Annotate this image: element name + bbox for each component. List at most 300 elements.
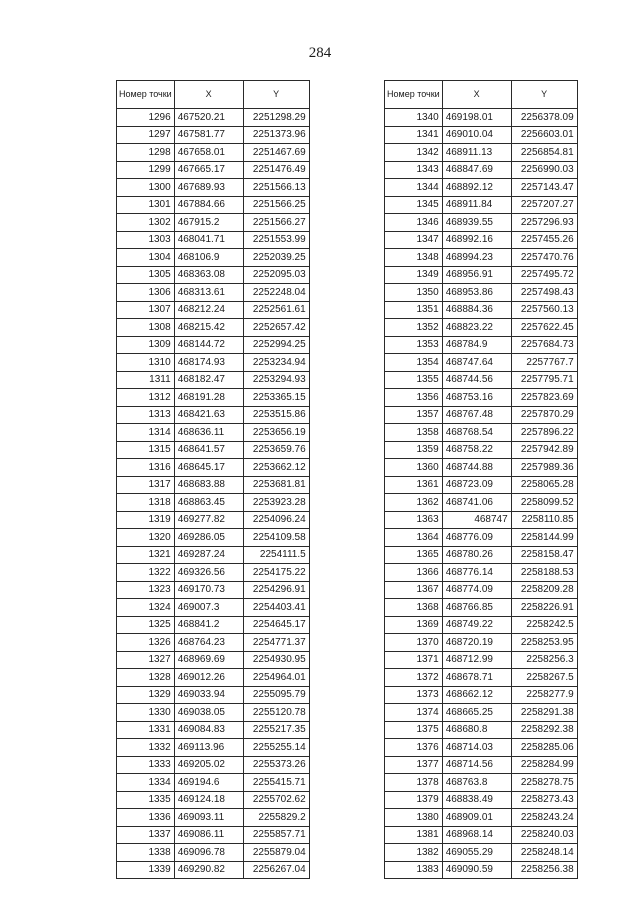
y-coordinate-cell: 2258291.38 (511, 704, 577, 722)
x-coordinate-cell: 468749.22 (442, 616, 511, 634)
x-coordinate-cell: 468764.23 (174, 634, 243, 652)
table-row (117, 651, 310, 669)
point-number-cell: 1334 (117, 774, 175, 792)
y-coordinate-cell: 2257767.7 (511, 354, 577, 372)
y-coordinate-cell: 2257989.36 (511, 459, 577, 477)
table-row (385, 406, 578, 424)
y-coordinate-cell: 2258284.99 (511, 756, 577, 774)
header-x: X (442, 81, 511, 109)
point-number-cell: 1318 (117, 494, 175, 512)
table-row (385, 511, 578, 529)
point-number-cell: 1342 (385, 144, 443, 162)
y-coordinate-cell: 2255857.71 (243, 826, 309, 844)
x-coordinate-cell: 468992.16 (442, 231, 511, 249)
x-coordinate-cell: 468041.71 (174, 231, 243, 249)
table-row (117, 144, 310, 162)
y-coordinate-cell: 2258240.03 (511, 826, 577, 844)
table-row (117, 844, 310, 862)
x-coordinate-cell: 468712.99 (442, 651, 511, 669)
y-coordinate-cell: 2253681.81 (243, 476, 309, 494)
y-coordinate-cell: 2258267.5 (511, 669, 577, 687)
table-row (385, 564, 578, 582)
x-coordinate-cell: 468758.22 (442, 441, 511, 459)
table-row (117, 126, 310, 144)
table-row (117, 214, 310, 232)
table-row (385, 126, 578, 144)
table-row (385, 441, 578, 459)
x-coordinate-cell: 468641.57 (174, 441, 243, 459)
point-number-cell: 1313 (117, 406, 175, 424)
x-coordinate-cell: 468174.93 (174, 354, 243, 372)
x-coordinate-cell: 469038.05 (174, 704, 243, 722)
y-coordinate-cell: 2257896.22 (511, 424, 577, 442)
table-row (117, 826, 310, 844)
y-coordinate-cell: 2257795.71 (511, 371, 577, 389)
table-row (385, 476, 578, 494)
point-number-cell: 1360 (385, 459, 443, 477)
x-coordinate-cell: 468994.23 (442, 249, 511, 267)
point-number-cell: 1380 (385, 809, 443, 827)
table-row (117, 581, 310, 599)
table-row (117, 284, 310, 302)
x-coordinate-cell: 468680.8 (442, 721, 511, 739)
point-number-cell: 1302 (117, 214, 175, 232)
y-coordinate-cell: 2258144.99 (511, 529, 577, 547)
x-coordinate-cell: 467520.21 (174, 109, 243, 127)
point-number-cell: 1328 (117, 669, 175, 687)
point-number-cell: 1370 (385, 634, 443, 652)
point-number-cell: 1353 (385, 336, 443, 354)
y-coordinate-cell: 2251298.29 (243, 109, 309, 127)
y-coordinate-cell: 2258256.38 (511, 861, 577, 879)
table-row (117, 739, 310, 757)
x-coordinate-cell: 468313.61 (174, 284, 243, 302)
point-number-cell: 1349 (385, 266, 443, 284)
y-coordinate-cell: 2257470.76 (511, 249, 577, 267)
table-row (385, 791, 578, 809)
y-coordinate-cell: 2258277.9 (511, 686, 577, 704)
header-point-number: Номер точки (117, 81, 175, 109)
coordinates-table-left (116, 80, 310, 879)
table-row (385, 284, 578, 302)
y-coordinate-cell: 2257498.43 (511, 284, 577, 302)
x-coordinate-cell: 468636.11 (174, 424, 243, 442)
x-coordinate-cell: 468144.72 (174, 336, 243, 354)
y-coordinate-cell: 2258285.06 (511, 739, 577, 757)
point-number-cell: 1359 (385, 441, 443, 459)
table-row (385, 546, 578, 564)
table-row (117, 476, 310, 494)
table-row (117, 441, 310, 459)
x-coordinate-cell: 469277.82 (174, 511, 243, 529)
point-number-cell: 1329 (117, 686, 175, 704)
y-coordinate-cell: 2257560.13 (511, 301, 577, 319)
point-number-cell: 1377 (385, 756, 443, 774)
table-row (117, 704, 310, 722)
point-number-cell: 1333 (117, 756, 175, 774)
y-coordinate-cell: 2251566.25 (243, 196, 309, 214)
header-y: Y (243, 81, 309, 109)
y-coordinate-cell: 2257870.29 (511, 406, 577, 424)
y-coordinate-cell: 2257143.47 (511, 179, 577, 197)
table-row (385, 231, 578, 249)
point-number-cell: 1351 (385, 301, 443, 319)
table-row (385, 739, 578, 757)
x-coordinate-cell: 468714.03 (442, 739, 511, 757)
x-coordinate-cell: 469033.94 (174, 686, 243, 704)
x-coordinate-cell: 468678.71 (442, 669, 511, 687)
y-coordinate-cell: 2258065.28 (511, 476, 577, 494)
table-header-row (385, 81, 578, 109)
y-coordinate-cell: 2257823.69 (511, 389, 577, 407)
point-number-cell: 1373 (385, 686, 443, 704)
x-coordinate-cell: 468767.48 (442, 406, 511, 424)
y-coordinate-cell: 2254111.5 (243, 546, 309, 564)
x-coordinate-cell: 468838.49 (442, 791, 511, 809)
x-coordinate-cell: 467665.17 (174, 161, 243, 179)
table-row (117, 599, 310, 617)
x-coordinate-cell: 468884.36 (442, 301, 511, 319)
point-number-cell: 1308 (117, 319, 175, 337)
point-number-cell: 1364 (385, 529, 443, 547)
table-row (385, 686, 578, 704)
y-coordinate-cell: 2252248.04 (243, 284, 309, 302)
point-number-cell: 1347 (385, 231, 443, 249)
x-coordinate-cell: 468747.64 (442, 354, 511, 372)
table-row (385, 809, 578, 827)
x-coordinate-cell: 468683.88 (174, 476, 243, 494)
x-coordinate-cell: 469093.11 (174, 809, 243, 827)
point-number-cell: 1355 (385, 371, 443, 389)
table-row (117, 721, 310, 739)
table-row (385, 354, 578, 372)
x-coordinate-cell: 469287.24 (174, 546, 243, 564)
x-coordinate-cell: 468645.17 (174, 459, 243, 477)
point-number-cell: 1317 (117, 476, 175, 494)
y-coordinate-cell: 2257207.27 (511, 196, 577, 214)
table-row (117, 109, 310, 127)
table-row (385, 196, 578, 214)
point-number-cell: 1312 (117, 389, 175, 407)
x-coordinate-cell: 467915.2 (174, 214, 243, 232)
point-number-cell: 1331 (117, 721, 175, 739)
table-row (117, 354, 310, 372)
point-number-cell: 1319 (117, 511, 175, 529)
x-coordinate-cell: 468421.63 (174, 406, 243, 424)
y-coordinate-cell: 2255415.71 (243, 774, 309, 792)
y-coordinate-cell: 2257942.89 (511, 441, 577, 459)
y-coordinate-cell: 2254109.58 (243, 529, 309, 547)
x-coordinate-cell: 468744.88 (442, 459, 511, 477)
x-coordinate-cell: 468768.54 (442, 424, 511, 442)
x-coordinate-cell: 468841.2 (174, 616, 243, 634)
point-number-cell: 1381 (385, 826, 443, 844)
y-coordinate-cell: 2251553.99 (243, 231, 309, 249)
point-number-cell: 1310 (117, 354, 175, 372)
table-row (385, 774, 578, 792)
table-row (117, 686, 310, 704)
point-number-cell: 1300 (117, 179, 175, 197)
y-coordinate-cell: 2251476.49 (243, 161, 309, 179)
table-row (385, 616, 578, 634)
y-coordinate-cell: 2255255.14 (243, 739, 309, 757)
y-coordinate-cell: 2258242.5 (511, 616, 577, 634)
x-coordinate-cell: 467581.77 (174, 126, 243, 144)
y-coordinate-cell: 2257495.72 (511, 266, 577, 284)
header-x: X (174, 81, 243, 109)
y-coordinate-cell: 2253659.76 (243, 441, 309, 459)
point-number-cell: 1356 (385, 389, 443, 407)
point-number-cell: 1367 (385, 581, 443, 599)
table-row (385, 651, 578, 669)
x-coordinate-cell: 469084.83 (174, 721, 243, 739)
point-number-cell: 1301 (117, 196, 175, 214)
y-coordinate-cell: 2253294.93 (243, 371, 309, 389)
y-coordinate-cell: 2258253.95 (511, 634, 577, 652)
y-coordinate-cell: 2251467.69 (243, 144, 309, 162)
y-coordinate-cell: 2254930.95 (243, 651, 309, 669)
y-coordinate-cell: 2258256.3 (511, 651, 577, 669)
y-coordinate-cell: 2258209.28 (511, 581, 577, 599)
y-coordinate-cell: 2251373.96 (243, 126, 309, 144)
x-coordinate-cell: 468956.91 (442, 266, 511, 284)
table-row (117, 529, 310, 547)
x-coordinate-cell: 468106.9 (174, 249, 243, 267)
x-coordinate-cell: 468720.19 (442, 634, 511, 652)
x-coordinate-cell: 468780.26 (442, 546, 511, 564)
table-row (117, 179, 310, 197)
y-coordinate-cell: 2254645.17 (243, 616, 309, 634)
x-coordinate-cell: 468863.45 (174, 494, 243, 512)
x-coordinate-cell: 469194.6 (174, 774, 243, 792)
point-number-cell: 1337 (117, 826, 175, 844)
y-coordinate-cell: 2256378.09 (511, 109, 577, 127)
table-row (117, 861, 310, 879)
x-coordinate-cell: 468215.42 (174, 319, 243, 337)
x-coordinate-cell: 468662.12 (442, 686, 511, 704)
table-row (117, 774, 310, 792)
y-coordinate-cell: 2252095.03 (243, 266, 309, 284)
point-number-cell: 1365 (385, 546, 443, 564)
point-number-cell: 1327 (117, 651, 175, 669)
y-coordinate-cell: 2252994.25 (243, 336, 309, 354)
table-row (385, 144, 578, 162)
point-number-cell: 1322 (117, 564, 175, 582)
table-row (117, 616, 310, 634)
x-coordinate-cell: 469286.05 (174, 529, 243, 547)
x-coordinate-cell: 468744.56 (442, 371, 511, 389)
point-number-cell: 1338 (117, 844, 175, 862)
point-number-cell: 1332 (117, 739, 175, 757)
point-number-cell: 1321 (117, 546, 175, 564)
x-coordinate-cell: 468723.09 (442, 476, 511, 494)
x-coordinate-cell: 468363.08 (174, 266, 243, 284)
x-coordinate-cell: 467884.66 (174, 196, 243, 214)
y-coordinate-cell: 2252561.61 (243, 301, 309, 319)
point-number-cell: 1346 (385, 214, 443, 232)
x-coordinate-cell: 469198.01 (442, 109, 511, 127)
x-coordinate-cell: 468847.69 (442, 161, 511, 179)
table-row (117, 231, 310, 249)
x-coordinate-cell: 469290.82 (174, 861, 243, 879)
y-coordinate-cell: 2258278.75 (511, 774, 577, 792)
header-y: Y (511, 81, 577, 109)
x-coordinate-cell: 468753.16 (442, 389, 511, 407)
table-row (385, 301, 578, 319)
y-coordinate-cell: 2257455.26 (511, 231, 577, 249)
table-row (117, 389, 310, 407)
point-number-cell: 1316 (117, 459, 175, 477)
y-coordinate-cell: 2257684.73 (511, 336, 577, 354)
x-coordinate-cell: 468776.14 (442, 564, 511, 582)
y-coordinate-cell: 2258243.24 (511, 809, 577, 827)
point-number-cell: 1320 (117, 529, 175, 547)
table-row (385, 599, 578, 617)
x-coordinate-cell: 467689.93 (174, 179, 243, 197)
y-coordinate-cell: 2254175.22 (243, 564, 309, 582)
point-number-cell: 1303 (117, 231, 175, 249)
point-number-cell: 1344 (385, 179, 443, 197)
x-coordinate-cell: 468212.24 (174, 301, 243, 319)
table-row (117, 266, 310, 284)
point-number-cell: 1309 (117, 336, 175, 354)
point-number-cell: 1366 (385, 564, 443, 582)
point-number-cell: 1325 (117, 616, 175, 634)
point-number-cell: 1352 (385, 319, 443, 337)
table-row (117, 371, 310, 389)
y-coordinate-cell: 2255373.26 (243, 756, 309, 774)
x-coordinate-cell: 468784.9 (442, 336, 511, 354)
table-row (117, 319, 310, 337)
coordinates-table-right (384, 80, 578, 879)
y-coordinate-cell: 2253234.94 (243, 354, 309, 372)
y-coordinate-cell: 2253923.28 (243, 494, 309, 512)
table-row (385, 179, 578, 197)
table-row (117, 249, 310, 267)
x-coordinate-cell: 469205.02 (174, 756, 243, 774)
point-number-cell: 1358 (385, 424, 443, 442)
point-number-cell: 1368 (385, 599, 443, 617)
x-coordinate-cell: 468823.22 (442, 319, 511, 337)
point-number-cell: 1305 (117, 266, 175, 284)
point-number-cell: 1339 (117, 861, 175, 879)
x-coordinate-cell: 468953.86 (442, 284, 511, 302)
table-row (117, 564, 310, 582)
y-coordinate-cell: 2256990.03 (511, 161, 577, 179)
table-row (117, 459, 310, 477)
y-coordinate-cell: 2257296.93 (511, 214, 577, 232)
y-coordinate-cell: 2255120.78 (243, 704, 309, 722)
point-number-cell: 1311 (117, 371, 175, 389)
point-number-cell: 1372 (385, 669, 443, 687)
y-coordinate-cell: 2256603.01 (511, 126, 577, 144)
point-number-cell: 1304 (117, 249, 175, 267)
table-row (385, 266, 578, 284)
x-coordinate-cell: 469096.78 (174, 844, 243, 862)
y-coordinate-cell: 2251566.27 (243, 214, 309, 232)
x-coordinate-cell: 468747 (442, 511, 511, 529)
point-number-cell: 1378 (385, 774, 443, 792)
table-row (117, 196, 310, 214)
table-row (385, 861, 578, 879)
point-number-cell: 1306 (117, 284, 175, 302)
x-coordinate-cell: 468939.55 (442, 214, 511, 232)
table-row (385, 214, 578, 232)
table-row (117, 406, 310, 424)
table-row (385, 424, 578, 442)
x-coordinate-cell: 469055.29 (442, 844, 511, 862)
table-row (117, 336, 310, 354)
table-row (385, 109, 578, 127)
table-row (117, 756, 310, 774)
point-number-cell: 1369 (385, 616, 443, 634)
y-coordinate-cell: 2254403.41 (243, 599, 309, 617)
y-coordinate-cell: 2258248.14 (511, 844, 577, 862)
x-coordinate-cell: 469086.11 (174, 826, 243, 844)
table-row (385, 581, 578, 599)
table-row (117, 809, 310, 827)
point-number-cell: 1371 (385, 651, 443, 669)
x-coordinate-cell: 469170.73 (174, 581, 243, 599)
point-number-cell: 1307 (117, 301, 175, 319)
x-coordinate-cell: 468191.28 (174, 389, 243, 407)
x-coordinate-cell: 468665.25 (442, 704, 511, 722)
table-row (385, 389, 578, 407)
point-number-cell: 1354 (385, 354, 443, 372)
page-number: 284 (308, 45, 332, 61)
table-row (385, 634, 578, 652)
y-coordinate-cell: 2256854.81 (511, 144, 577, 162)
point-number-cell: 1343 (385, 161, 443, 179)
point-number-cell: 1350 (385, 284, 443, 302)
table-row (117, 546, 310, 564)
table-row (385, 494, 578, 512)
table-row (385, 459, 578, 477)
x-coordinate-cell: 469090.59 (442, 861, 511, 879)
table-row (385, 249, 578, 267)
y-coordinate-cell: 2255702.62 (243, 791, 309, 809)
y-coordinate-cell: 2258273.43 (511, 791, 577, 809)
point-number-cell: 1341 (385, 126, 443, 144)
table-row (117, 511, 310, 529)
x-coordinate-cell: 468182.47 (174, 371, 243, 389)
point-number-cell: 1297 (117, 126, 175, 144)
y-coordinate-cell: 2257622.45 (511, 319, 577, 337)
point-number-cell: 1357 (385, 406, 443, 424)
point-number-cell: 1335 (117, 791, 175, 809)
point-number-cell: 1382 (385, 844, 443, 862)
y-coordinate-cell: 2258292.38 (511, 721, 577, 739)
x-coordinate-cell: 468741.06 (442, 494, 511, 512)
y-coordinate-cell: 2253662.12 (243, 459, 309, 477)
x-coordinate-cell: 468766.85 (442, 599, 511, 617)
x-coordinate-cell: 468774.09 (442, 581, 511, 599)
y-coordinate-cell: 2254296.91 (243, 581, 309, 599)
y-coordinate-cell: 2252039.25 (243, 249, 309, 267)
table-row (117, 161, 310, 179)
table-row (117, 791, 310, 809)
table-row (117, 424, 310, 442)
y-coordinate-cell: 2254964.01 (243, 669, 309, 687)
table-header-row (117, 81, 310, 109)
y-coordinate-cell: 2258110.85 (511, 511, 577, 529)
x-coordinate-cell: 468911.13 (442, 144, 511, 162)
point-number-cell: 1296 (117, 109, 175, 127)
point-number-cell: 1326 (117, 634, 175, 652)
point-number-cell: 1340 (385, 109, 443, 127)
y-coordinate-cell: 2256267.04 (243, 861, 309, 879)
table-row (385, 529, 578, 547)
